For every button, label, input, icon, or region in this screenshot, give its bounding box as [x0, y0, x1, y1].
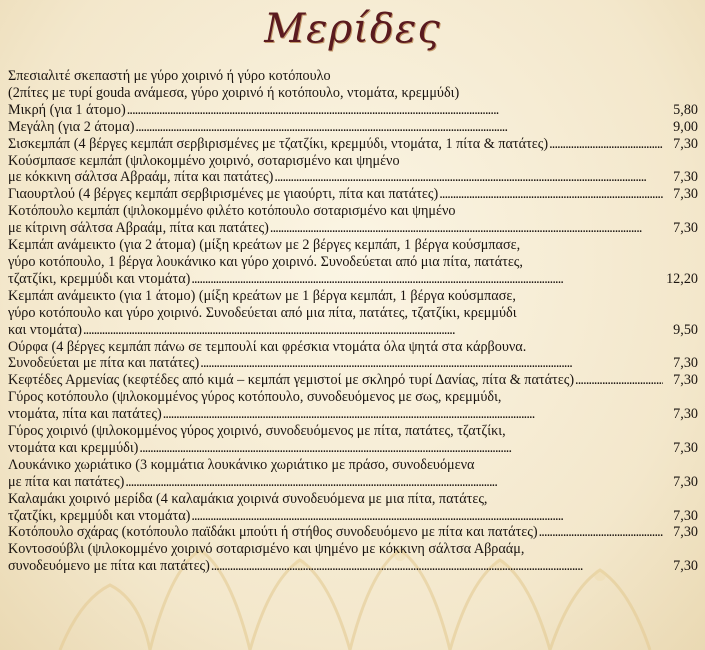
menu-item-text: ντομάτα και κρεμμύδι)	[8, 439, 139, 456]
menu-item-text: συνοδευόμενο με πίτα και πατάτες)	[8, 558, 210, 575]
menu-item-text: Κοντοσούβλι (ψιλοκομμένο χοιρινό σοταρισμένο και ψημένο με κόκκινη σάλτσα Αβραάμ,	[8, 541, 525, 558]
menu-item	[8, 491, 698, 525]
menu-item-text: Κοτόπουλο κεμπάπ (ψιλοκομμένο φιλέτο κοτόπουλο σοταρισμένο και ψημένο	[8, 203, 456, 220]
menu-item-price: 7,30	[673, 355, 698, 372]
menu-item-text: Γύρος κοτόπουλο (ψιλοκομμένος γύρος κοτόπουλο, συνοδευόμενος με σως, κρεμμύδι,	[8, 389, 502, 406]
menu-item	[8, 186, 698, 203]
dot-leader	[575, 372, 663, 389]
menu-item-text: Κεμπάπ ανάμεικτο (για 1 άτομο) (μίξη κρεάτων με 1 βέργα κεμπάπ, 1 βέργα κούσμπασε,	[8, 287, 516, 304]
menu-item-text: Γύρος χοιρινό (ψιλοκομμένος γύρος χοιρινό, συνοδευόμενος με πίτα, πατάτες, τζατζίκι,	[8, 423, 506, 440]
menu-item	[8, 372, 698, 389]
menu-item	[8, 153, 698, 187]
menu-item	[8, 119, 698, 136]
dot-leader	[211, 558, 663, 575]
dot-leader	[270, 220, 663, 237]
menu-item-text: Σπεσιαλιτέ σκεπαστή με γύρο χοιρινό ή γύρο κοτόπουλο	[8, 68, 331, 84]
menu-item-price: 7,30	[673, 372, 698, 389]
menu-item-price: 7,30	[673, 507, 698, 524]
menu-item	[8, 136, 698, 153]
menu-item-price: 7,30	[673, 439, 698, 456]
dot-leader	[163, 406, 663, 423]
menu-item-text: Μικρή (για 1 άτομο)	[8, 101, 126, 118]
menu-item-text: με κόκκινη σάλτσα Αβραάμ, πίτα και πατάτες)	[8, 169, 274, 186]
dot-leader	[135, 119, 663, 136]
menu-item-text: με πίτα και πατάτες)	[8, 473, 125, 490]
dot-leader	[539, 524, 663, 541]
menu-item-text: τζατζίκι, κρεμμύδι και ντομάτα)	[8, 507, 191, 524]
menu-item-price: 7,30	[673, 135, 698, 152]
menu-item-text: Μεγάλη (για 2 άτομα)	[8, 118, 135, 135]
dot-leader	[200, 355, 663, 372]
dot-leader	[191, 271, 663, 288]
menu-item-text: Κοτόπουλο σχάρας (κοτόπουλο παϊδάκι μπούτι ή στήθος συνοδευόμενο με πίτα και πατάτες)	[8, 524, 538, 541]
menu-item-text: Κεφτέδες Αρμενίας (κεφτέδες από κιμά – κεμπάπ γεμιστοί με σκληρό τυρί Δανίας, πίτα & πατάτες)	[8, 372, 575, 389]
menu-item	[8, 102, 698, 119]
menu-item	[8, 524, 698, 541]
menu-item-text: Γιαουρτλού (4 βέργες κεμπάπ σερβιρισμένες με γιαούρτι, πίτα και πατάτες)	[8, 186, 439, 203]
menu-item	[8, 339, 698, 373]
menu-item-price: 7,30	[673, 473, 698, 490]
menu-item-price: 7,30	[673, 186, 698, 203]
menu-item	[8, 541, 698, 575]
menu-item-price: 7,30	[673, 220, 698, 237]
menu-item-text: Συνοδεύεται με πίτα και πατάτες)	[8, 355, 200, 372]
menu-item-text: γύρο κοτόπουλο, 1 βέργα λουκάνικο και γύρο χοιρινό. Συνοδεύεται από μια πίτα, πατάτες,	[8, 253, 523, 270]
menu-item	[8, 237, 698, 288]
menu-item-price: 7,30	[673, 558, 698, 575]
menu-item-text: Κούσμπασε κεμπάπ (ψιλοκομμένο χοιρινό, σοταρισμένο και ψημένο	[8, 152, 400, 169]
menu-item	[8, 288, 698, 339]
menu-item-text: Κεμπάπ ανάμεικτο (για 2 άτομα) (μίξη κρεάτων με 2 βέργες κεμπάπ, 1 βέργα κούσμπασε,	[8, 237, 521, 254]
dot-leader	[127, 102, 663, 119]
menu-item	[8, 457, 698, 491]
menu-item-text: και ντομάτα)	[8, 321, 82, 338]
menu-item	[8, 423, 698, 457]
dot-leader	[139, 440, 663, 457]
menu-item-text: τζατζίκι, κρεμμύδι και ντομάτα)	[8, 270, 191, 287]
menu-item-price: 7,30	[673, 406, 698, 423]
menu-item-text: με κίτρινη σάλτσα Αβραάμ, πίτα και πατάτες)	[8, 220, 269, 237]
dot-leader	[125, 474, 663, 491]
menu-item-price: 7,30	[673, 524, 698, 541]
dot-leader	[274, 169, 663, 186]
menu-item-price: 9,50	[673, 321, 698, 338]
menu-item	[8, 389, 698, 423]
dot-leader	[191, 508, 663, 525]
menu-item-text: Καλαμάκι χοιρινό μερίδα (4 καλαμάκια χοιρινά συνοδευόμενα με μια πίτα, πατάτες,	[8, 490, 488, 507]
dot-leader	[549, 136, 663, 153]
menu-item-price: 5,80	[673, 101, 698, 118]
menu-item-text: (2πίτες με τυρί gouda ανάμεσα, γύρο χοιρινό ή κοτόπουλο, ντομάτα, κρεμμύδι)	[8, 84, 460, 101]
menu-item	[8, 203, 698, 237]
menu-item-price: 12,20	[666, 270, 698, 287]
menu-item-text: Σισκεμπάπ (4 βέργες κεμπάπ σερβιρισμένες με τζατζίκι, κρεμμύδι, ντομάτα, 1 πίτα & πατάτες)	[8, 135, 549, 152]
page-title: Μερίδες	[264, 6, 441, 52]
menu-item-text: γύρο κοτόπουλο και γύρο χοιρινό. Συνοδεύεται από μια πίτα, πατάτες, τζατζίκι, κρεμμύδι	[8, 304, 517, 321]
menu-item-price: 9,00	[673, 118, 698, 135]
menu-item	[8, 68, 698, 102]
dot-leader	[83, 322, 663, 339]
menu-item-text: ντομάτα, πίτα και πατάτες)	[8, 406, 162, 423]
dot-leader	[439, 186, 663, 203]
menu-list	[8, 68, 698, 575]
menu-item-price: 7,30	[673, 169, 698, 186]
menu-item-text: Λουκάνικο χωριάτικο (3 κομμάτια λουκάνικο χωριάτικο με πράσο, συνοδευόμενα	[8, 456, 475, 473]
menu-item-text: Ούρφα (4 βέργες κεμπάπ πάνω σε τεμπουλί και φρέσκια ντομάτα όλα ψητά στα κάρβουνα.	[8, 338, 527, 355]
